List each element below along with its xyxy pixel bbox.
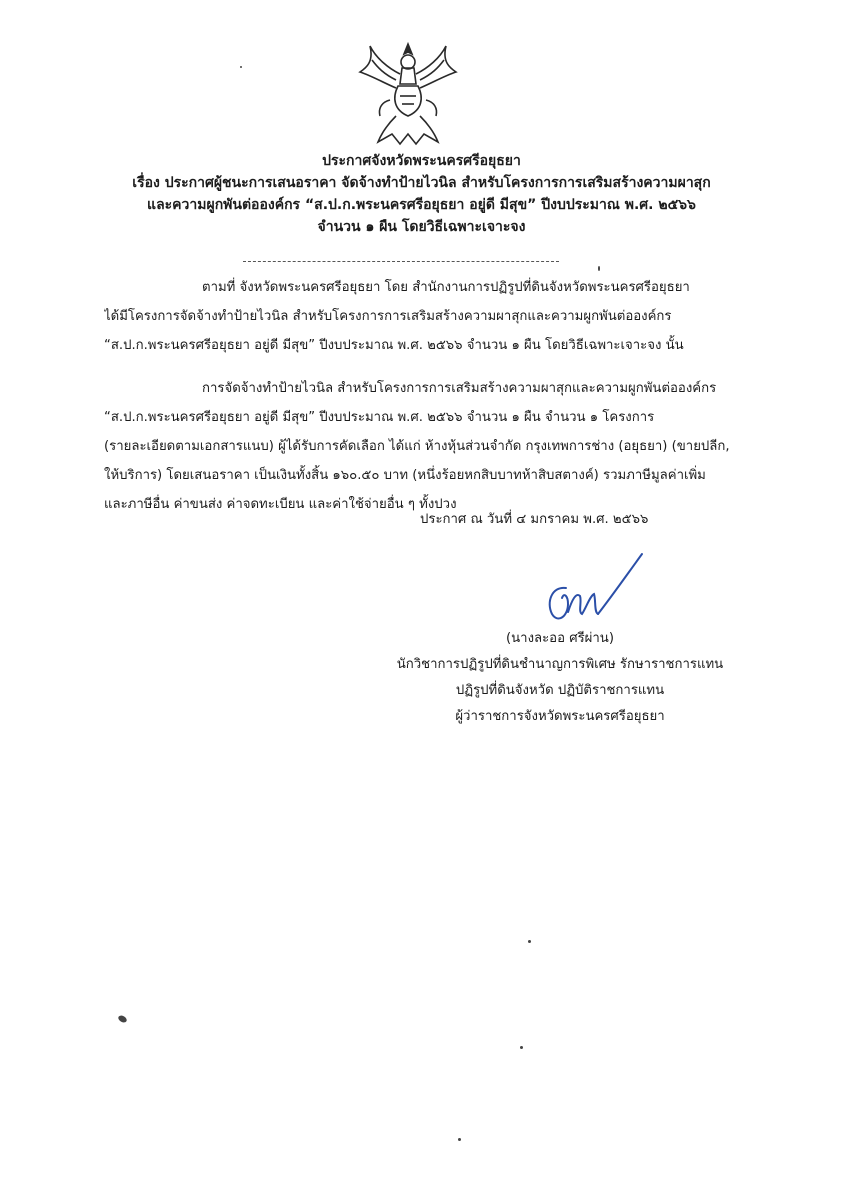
paragraph-line: (รายละเอียดตามเอกสารแนบ) ผู้ได้รับการคัดเลือก ได้แก่ ห้างหุ้นส่วนจำกัด กรุงเทพการช่าง (อยุธยา) (ขายปลีก, (104, 439, 730, 454)
announcement-date: ประกาศ ณ วันที่ ๔ มกราคม พ.ศ. ๒๕๖๖ (420, 512, 649, 527)
scan-speck (520, 1046, 523, 1049)
document-header (0, 150, 843, 238)
scan-speck (528, 940, 531, 943)
paragraph-line: ตามที่ จังหวัดพระนครศรีอยุธยา โดย สำนักงานการปฏิรูปที่ดินจังหวัดพระนครศรีอยุธยา (202, 280, 690, 295)
header-subject-cont: และความผูกพันต่อองค์กร “ส.ป.ก.พระนครศรีอยุธยา อยู่ดี มีสุข” ปีงบประมาณ พ.ศ. ๒๕๖๖ (147, 197, 696, 213)
paragraph-line: ให้บริการ) โดยเสนอราคา เป็นเงินทั้งสิ้น ๑๖๐.๕๐ บาท (หนึ่งร้อยหกสิบบาทห้าสิบสตางค์) รวมภาษีมูลค่าเพิ่ม (104, 468, 706, 483)
scan-speck (117, 1014, 128, 1024)
paragraph-line: การจัดจ้างทำป้ายไวนิล สำหรับโครงการการเสริมสร้างความผาสุกและความผูกพันต่อองค์กร (202, 381, 717, 396)
signer-position: ผู้ว่าราชการจังหวัดพระนครศรีอยุธยา (455, 709, 665, 724)
header-subject: เรื่อง ประกาศผู้ชนะการเสนอราคา จัดจ้างทำป้ายไวนิล สำหรับโครงการการเสริมสร้างความผาสุก (132, 175, 711, 191)
garuda-emblem-icon (352, 38, 464, 150)
paragraph-award (104, 374, 744, 519)
header-title: ประกาศจังหวัดพระนครศรีอยุธยา (322, 153, 521, 169)
scan-speck (598, 266, 600, 271)
paragraph-line: “ส.ป.ก.พระนครศรีอยุธยา อยู่ดี มีสุข” ปีงบประมาณ พ.ศ. ๒๕๖๖ จำนวน ๑ ผืน จำนวน ๑ โครงการ (104, 410, 655, 425)
handwritten-signature (538, 552, 648, 632)
paragraph-background (104, 273, 744, 360)
header-divider (243, 261, 559, 262)
scan-speck (240, 66, 242, 68)
header-subject-method: จำนวน ๑ ผืน โดยวิธีเฉพาะเจาะจง (317, 219, 526, 235)
signer-name: (นางละออ ศรีผ่าน) (506, 631, 614, 646)
scan-speck (458, 1138, 461, 1141)
signer-position: ปฏิรูปที่ดินจังหวัด ปฏิบัติราชการแทน (455, 683, 665, 698)
paragraph-line: และภาษีอื่น ค่าขนส่ง ค่าจดทะเบียน และค่าใช้จ่ายอื่น ๆ ทั้งปวง (104, 497, 457, 512)
paragraph-line: “ส.ป.ก.พระนครศรีอยุธยา อยู่ดี มีสุข” ปีงบประมาณ พ.ศ. ๒๕๖๖ จำนวน ๑ ผืน โดยวิธีเฉพาะเจาะจง นั้น (104, 338, 684, 353)
signer-block (350, 626, 770, 730)
paragraph-line: ได้มีโครงการจัดจ้างทำป้ายไวนิล สำหรับโครงการการเสริมสร้างความผาสุกและความผูกพันต่อองค์กร (104, 309, 672, 324)
signer-position: นักวิชาการปฏิรูปที่ดินชำนาญการพิเศษ รักษาราชการแทน (396, 657, 724, 672)
